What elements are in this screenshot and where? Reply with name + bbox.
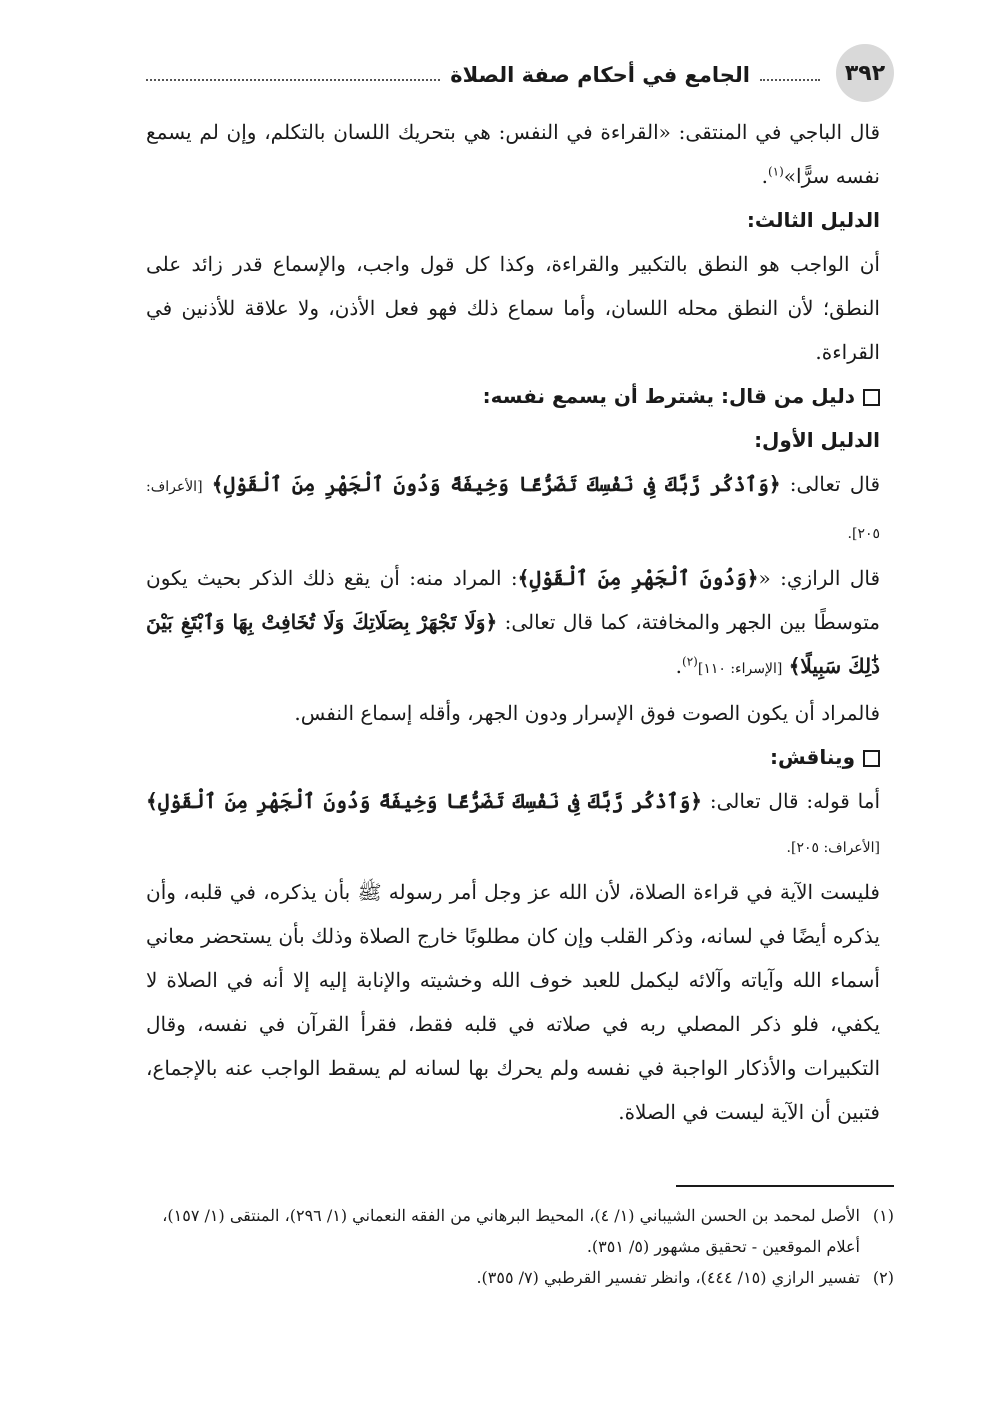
page-number-badge: ٣٩٢	[836, 44, 894, 102]
paragraph-text: قال الباجي في المنتقى: «القراءة في النفس: هي بتحريك اللسان بالتكلم، وإن لم يسمع نفسه سرًّا»	[146, 120, 880, 188]
intro-text: أما قوله: قال تعالى:	[709, 789, 881, 813]
header-dots-left	[146, 79, 440, 81]
page-header	[146, 44, 894, 106]
period: .	[675, 654, 683, 678]
intro-text: قال تعالى:	[789, 472, 881, 496]
paragraph-third-evidence: أن الواجب هو النطق بالتكبير والقراءة، وكذا كل قول واجب، والإسماع قدر زائد على النطق؛ لأن النطق محله اللسان، وأما سماع ذلك فهو فعل الأذن، ولا علاقة للأذنين في القراءة.	[146, 252, 880, 364]
footnote-number: (٢)	[872, 1268, 894, 1287]
paragraph-baji: قال الباجي في المنتقى: «القراءة في النفس: هي بتحريك اللسان بالتكلم، وإن لم يسمع نفسه سرًّا»$^{(١)}$.	[146, 120, 880, 188]
footnote-ref-2[interactable]: (٢)	[682, 654, 698, 669]
footnote-separator	[676, 1185, 894, 1187]
verse-reference: [الأعراف: ٢٠٥].	[146, 479, 880, 542]
heading-evidence-hearing	[146, 374, 894, 418]
verse-reference: [الإسراء: ١١٠]	[697, 661, 783, 677]
footnote-number: (١)	[872, 1206, 894, 1225]
paragraph-as-for	[146, 779, 894, 870]
main-text	[146, 110, 894, 1134]
paragraph-meaning: فالمراد أن يكون الصوت فوق الإسرار ودون الجهر، وأقله إسماع النفس.	[294, 701, 880, 725]
heading-discussion	[146, 735, 894, 779]
checkbox-square-icon	[863, 389, 880, 406]
heading-text: ويناقش:	[770, 745, 855, 769]
paragraph-rebuttal: فليست الآية في قراءة الصلاة، لأن الله عز وجل أمر رسوله ﷺ بأن يذكره، في قلبه، وأن يذكره أيضًا في لسانه، وذكر القلب وإن كان مطلوبًا خارج الصلاة وذلك بأن يستحضر معاني أسماء الله وآياته وآلائه ليكمل للعبد خوف الله وخشيته والإنابة إليه إلا أنه في الصلاة لا يكفي، فلو ذكر المصلي ربه في صلاته في قلبه فقط، فقرأ القرآن في نفسه، وقال التكبيرات والأذكار الواجبة في نفسه ولم يحرك بها لسانه لم يسقط الواجب عنه بالإجماع، فتبين أن الآية ليست في الصلاة.	[146, 880, 880, 1124]
footnotes	[146, 1200, 894, 1293]
heading-text: دليل من قال: يشترط أن يسمع نفسه:	[482, 384, 855, 408]
footnote-ref-1[interactable]: (١)	[767, 164, 784, 179]
quran-verse: ﴿وَٱذْكُر رَّبَّكَ فِى نَفْسِكَ تَضَرُّعًا وَخِيفَةً وَدُونَ ٱلْجَهْرِ مِنَ ٱلْقَوْلِ﴾	[211, 472, 781, 496]
quran-verse: ﴿وَٱذْكُر رَّبَّكَ فِى نَفْسِكَ تَضَرُّعًا وَخِيفَةً وَدُونَ ٱلْجَهْرِ مِنَ ٱلْقَوْلِ﴾	[146, 789, 703, 813]
footnote-2	[146, 1262, 894, 1293]
checkbox-square-icon	[863, 750, 880, 767]
quran-verse: ﴿وَدُونَ ٱلْجَهْرِ مِنَ ٱلْقَوْلِ﴾	[517, 566, 759, 590]
footnote-text: تفسير الرازي (١٥/ ٤٤٤)، وانظر تفسير القرطبي (٧/ ٣٥٥).	[476, 1268, 860, 1287]
heading-third-evidence: الدليل الثالث:	[746, 208, 880, 232]
footnote-text: الأصل لمحمد بن الحسن الشيباني (١/ ٤)، المحيط البرهاني من الفقه النعماني (١/ ٢٩٦)، المنتقى (١/ ١٥٧)، أعلام الموقعين - تحقيق مشهور (٥/ ٣٥١).	[162, 1206, 860, 1256]
razi-quote-text: : المراد منه: أن يقع ذلك الذكر بحيث يكون متوسطًا بين الجهر والمخافتة، كما قال تعالى:	[146, 566, 880, 634]
quran-verse: ﴿وَلَا تَجْهَرْ بِصَلَاتِكَ وَلَا تُخَافِتْ بِهَا وَٱبْتَغِ بَيْنَ ذَٰلِكَ سَبِيلًا﴾	[146, 610, 880, 678]
book-title: الجامع في أحكام صفة الصلاة	[450, 63, 750, 87]
paragraph-verse-araf	[146, 462, 894, 556]
verse-reference: [الأعراف: ٢٠٥].	[786, 840, 880, 856]
running-title	[146, 58, 820, 92]
razi-quote-start: قال الرازي: «	[758, 566, 881, 590]
paragraph-razi	[146, 556, 894, 691]
header-dots-right	[760, 79, 820, 81]
heading-first-evidence: الدليل الأول:	[754, 428, 880, 452]
footnote-1	[146, 1200, 894, 1262]
